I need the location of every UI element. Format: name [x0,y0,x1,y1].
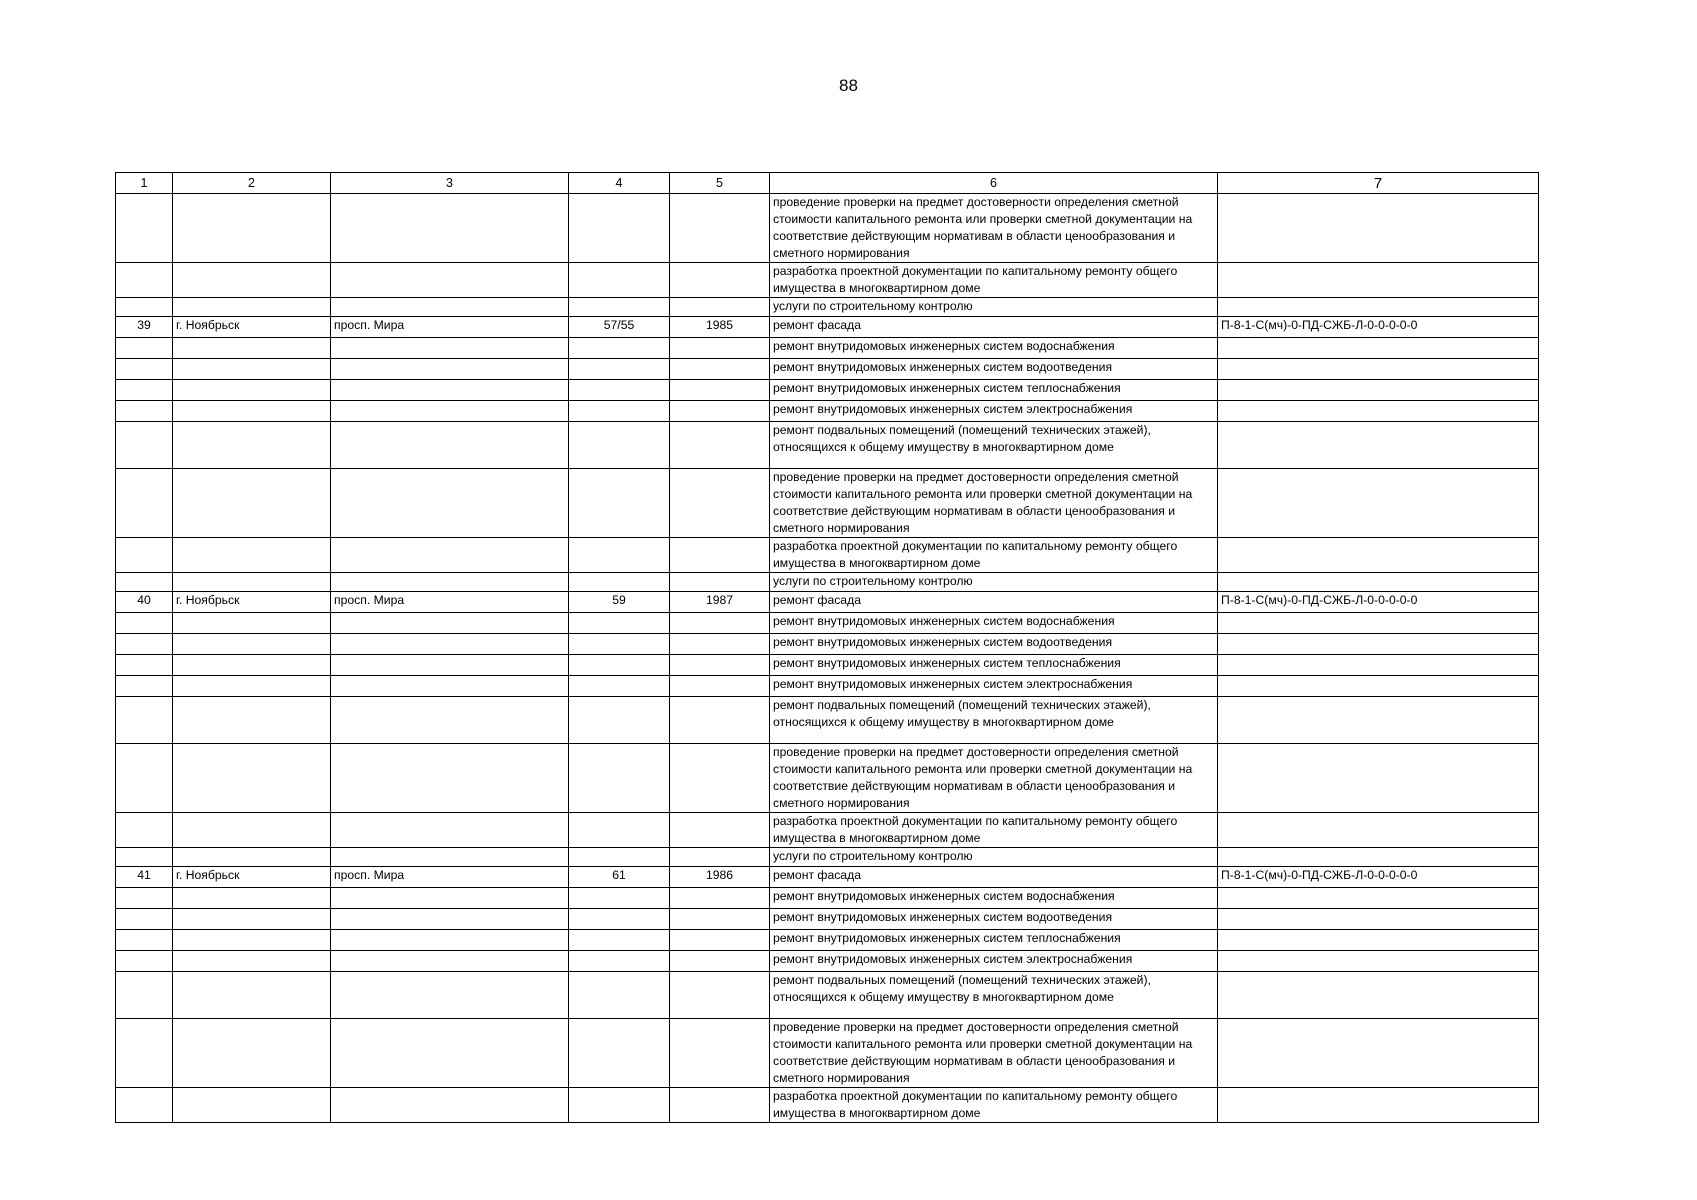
project-code-cell [1218,909,1539,930]
year-built-cell [670,888,770,909]
street-cell [331,573,569,592]
street-cell [331,338,569,359]
street-cell [331,469,569,538]
column-header-3: 3 [331,173,569,194]
settlement-cell [173,888,331,909]
year-built-cell [670,676,770,697]
row-number-cell [116,697,173,744]
street-cell [331,263,569,298]
street-cell [331,744,569,813]
work-type-cell: ремонт внутридомовых инженерных систем электроснабжения [770,951,1218,972]
page-number: 88 [839,76,858,95]
street-cell: просп. Мира [331,592,569,613]
house-number-cell [569,951,670,972]
work-type-cell: услуги по строительному контролю [770,573,1218,592]
row-number-cell [116,263,173,298]
row-number-cell [116,380,173,401]
settlement-cell [173,401,331,422]
year-built-cell [670,613,770,634]
table-row [116,338,1539,359]
project-code-cell [1218,1088,1539,1123]
table-row [116,634,1539,655]
year-built-cell: 1985 [670,317,770,338]
table-row [116,613,1539,634]
house-number-cell [569,573,670,592]
row-number-cell [116,655,173,676]
table-row [116,380,1539,401]
column-header-6: 6 [770,173,1218,194]
column-header-5: 5 [670,173,770,194]
project-code-cell: П-8-1-С(мч)-0-ПД-СЖБ-Л-0-0-0-0-0 [1218,867,1539,888]
settlement-cell: г. Ноябрьск [173,317,331,338]
project-code-cell: П-8-1-С(мч)-0-ПД-СЖБ-Л-0-0-0-0-0 [1218,317,1539,338]
settlement-cell [173,298,331,317]
row-number-cell [116,813,173,848]
street-cell [331,951,569,972]
settlement-cell: г. Ноябрьск [173,592,331,613]
row-number-cell [116,634,173,655]
year-built-cell [670,848,770,867]
work-type-cell: ремонт внутридомовых инженерных систем водоснабжения [770,888,1218,909]
street-cell [331,359,569,380]
column-header-2: 2 [173,173,331,194]
project-code-cell [1218,655,1539,676]
house-number-cell [569,338,670,359]
house-number-cell [569,972,670,1019]
project-code-cell [1218,401,1539,422]
settlement-cell [173,338,331,359]
work-type-cell: ремонт подвальных помещений (помещений технических этажей), относящихся к общему имуществу в многоквартирном доме [770,422,1218,469]
work-type-cell: ремонт внутридомовых инженерных систем водоотведения [770,359,1218,380]
project-code-cell [1218,538,1539,573]
settlement-cell [173,359,331,380]
settlement-cell [173,380,331,401]
table-row [116,592,1539,613]
row-number-cell [116,972,173,1019]
house-number-cell [569,469,670,538]
row-number-cell [116,848,173,867]
table-row [116,697,1539,744]
year-built-cell [670,263,770,298]
street-cell: просп. Мира [331,317,569,338]
house-number-cell [569,655,670,676]
year-built-cell [670,634,770,655]
work-type-cell: ремонт внутридомовых инженерных систем электроснабжения [770,401,1218,422]
house-number-cell [569,263,670,298]
house-number-cell [569,813,670,848]
settlement-cell [173,848,331,867]
work-type-cell: разработка проектной документации по капитальному ремонту общего имущества в многоквартирном доме [770,263,1218,298]
row-number-cell [116,194,173,263]
work-type-cell: ремонт фасада [770,867,1218,888]
year-built-cell [670,359,770,380]
table-header-row [116,173,1539,194]
work-type-cell: ремонт внутридомовых инженерных систем водоотведения [770,634,1218,655]
house-number-cell: 61 [569,867,670,888]
row-number-cell [116,888,173,909]
year-built-cell [670,380,770,401]
row-number-cell [116,338,173,359]
work-type-cell: проведение проверки на предмет достоверности определения сметной стоимости капитального ремонта или проверки сметной документации на соответствие действующим нормативам в области ценообразования и сметного нормирования [770,1019,1218,1088]
table-row [116,1088,1539,1123]
street-cell [331,380,569,401]
project-code-cell [1218,930,1539,951]
table-row [116,317,1539,338]
row-number-cell: 39 [116,317,173,338]
settlement-cell: г. Ноябрьск [173,867,331,888]
project-code-cell [1218,359,1539,380]
year-built-cell [670,655,770,676]
settlement-cell [173,813,331,848]
table-row [116,930,1539,951]
project-code-cell [1218,888,1539,909]
year-built-cell [670,194,770,263]
row-number-cell [116,613,173,634]
settlement-cell [173,469,331,538]
house-number-cell: 57/55 [569,317,670,338]
house-number-cell [569,634,670,655]
street-cell [331,613,569,634]
house-number-cell [569,888,670,909]
table-row [116,538,1539,573]
settlement-cell [173,676,331,697]
year-built-cell [670,930,770,951]
settlement-cell [173,972,331,1019]
table-row [116,263,1539,298]
street-cell: просп. Мира [331,867,569,888]
row-number-cell [116,422,173,469]
project-code-cell [1218,744,1539,813]
street-cell [331,194,569,263]
street-cell [331,401,569,422]
street-cell [331,930,569,951]
project-code-cell [1218,263,1539,298]
table-row [116,888,1539,909]
house-number-cell [569,613,670,634]
street-cell [331,888,569,909]
table-row [116,573,1539,592]
street-cell [331,813,569,848]
street-cell [331,848,569,867]
year-built-cell [670,744,770,813]
street-cell [331,697,569,744]
row-number-cell: 40 [116,592,173,613]
house-number-cell [569,422,670,469]
work-type-cell: разработка проектной документации по капитальному ремонту общего имущества в многоквартирном доме [770,813,1218,848]
year-built-cell [670,972,770,1019]
row-number-cell [116,951,173,972]
project-code-cell [1218,298,1539,317]
work-type-cell: ремонт внутридомовых инженерных систем электроснабжения [770,676,1218,697]
project-code-cell [1218,972,1539,1019]
settlement-cell [173,634,331,655]
house-number-cell [569,744,670,813]
settlement-cell [173,573,331,592]
project-code-cell [1218,194,1539,263]
house-number-cell [569,1088,670,1123]
column-header-1: 1 [116,173,173,194]
house-number-cell [569,930,670,951]
year-built-cell: 1987 [670,592,770,613]
table-row [116,1019,1539,1088]
work-type-cell: ремонт внутридомовых инженерных систем теплоснабжения [770,380,1218,401]
settlement-cell [173,194,331,263]
row-number-cell [116,676,173,697]
house-number-cell [569,676,670,697]
settlement-cell [173,263,331,298]
settlement-cell [173,951,331,972]
project-code-cell [1218,338,1539,359]
house-number-cell [569,697,670,744]
year-built-cell [670,298,770,317]
street-cell [331,538,569,573]
table-row [116,359,1539,380]
settlement-cell [173,697,331,744]
table-row [116,676,1539,697]
work-type-cell: ремонт подвальных помещений (помещений технических этажей), относящихся к общему имуществу в многоквартирном доме [770,972,1218,1019]
project-code-cell [1218,422,1539,469]
work-type-cell: услуги по строительному контролю [770,298,1218,317]
project-code-cell [1218,676,1539,697]
project-code-cell [1218,613,1539,634]
settlement-cell [173,1088,331,1123]
table-row [116,298,1539,317]
work-type-cell: ремонт внутридомовых инженерных систем водоснабжения [770,338,1218,359]
register-table [115,172,1539,1123]
street-cell [331,298,569,317]
year-built-cell [670,422,770,469]
project-code-cell [1218,848,1539,867]
work-type-cell: ремонт фасада [770,317,1218,338]
work-type-cell: разработка проектной документации по капитальному ремонту общего имущества в многоквартирном доме [770,1088,1218,1123]
row-number-cell: 41 [116,867,173,888]
settlement-cell [173,422,331,469]
project-code-cell [1218,1019,1539,1088]
house-number-cell [569,380,670,401]
row-number-cell [116,930,173,951]
table-row [116,422,1539,469]
house-number-cell [569,538,670,573]
house-number-cell [569,298,670,317]
settlement-cell [173,930,331,951]
year-built-cell [670,338,770,359]
project-code-cell: П-8-1-С(мч)-0-ПД-СЖБ-Л-0-0-0-0-0 [1218,592,1539,613]
table-row [116,655,1539,676]
row-number-cell [116,538,173,573]
table-row [116,744,1539,813]
table-row [116,972,1539,1019]
year-built-cell [670,1088,770,1123]
street-cell [331,634,569,655]
street-cell [331,1019,569,1088]
project-code-cell [1218,697,1539,744]
project-code-cell [1218,573,1539,592]
row-number-cell [116,298,173,317]
work-type-cell: ремонт внутридомовых инженерных систем водоотведения [770,909,1218,930]
house-number-cell [569,194,670,263]
project-code-cell [1218,380,1539,401]
row-number-cell [116,909,173,930]
year-built-cell [670,1019,770,1088]
street-cell [331,422,569,469]
house-number-cell [569,909,670,930]
work-type-cell: проведение проверки на предмет достоверности определения сметной стоимости капитального ремонта или проверки сметной документации на соответствие действующим нормативам в области ценообразования и сметного нормирования [770,194,1218,263]
settlement-cell [173,1019,331,1088]
street-cell [331,655,569,676]
settlement-cell [173,655,331,676]
year-built-cell [670,909,770,930]
house-number-cell [569,1019,670,1088]
work-type-cell: разработка проектной документации по капитальному ремонту общего имущества в многоквартирном доме [770,538,1218,573]
year-built-cell [670,538,770,573]
row-number-cell [116,1088,173,1123]
table-row [116,848,1539,867]
settlement-cell [173,613,331,634]
column-header-4: 4 [569,173,670,194]
project-code-cell [1218,469,1539,538]
row-number-cell [116,401,173,422]
work-type-cell: услуги по строительному контролю [770,848,1218,867]
project-code-cell [1218,951,1539,972]
year-built-cell [670,813,770,848]
table-row [116,469,1539,538]
table-row [116,867,1539,888]
house-number-cell [569,848,670,867]
work-type-cell: ремонт фасада [770,592,1218,613]
row-number-cell [116,744,173,813]
year-built-cell [670,401,770,422]
row-number-cell [116,573,173,592]
work-type-cell: ремонт внутридомовых инженерных систем теплоснабжения [770,655,1218,676]
house-number-cell: 59 [569,592,670,613]
column-header-7: 7 [1218,173,1539,194]
house-number-cell [569,401,670,422]
settlement-cell [173,538,331,573]
work-type-cell: проведение проверки на предмет достоверности определения сметной стоимости капитального ремонта или проверки сметной документации на соответствие действующим нормативам в области ценообразования и сметного нормирования [770,744,1218,813]
row-number-cell [116,1019,173,1088]
work-type-cell: ремонт внутридомовых инженерных систем водоснабжения [770,613,1218,634]
work-type-cell: проведение проверки на предмет достоверности определения сметной стоимости капитального ремонта или проверки сметной документации на соответствие действующим нормативам в области ценообразования и сметного нормирования [770,469,1218,538]
settlement-cell [173,909,331,930]
work-type-cell: ремонт подвальных помещений (помещений технических этажей), относящихся к общему имуществу в многоквартирном доме [770,697,1218,744]
project-code-cell [1218,634,1539,655]
project-code-cell [1218,813,1539,848]
table-row [116,813,1539,848]
year-built-cell [670,573,770,592]
street-cell [331,676,569,697]
year-built-cell [670,469,770,538]
row-number-cell [116,469,173,538]
table-row [116,951,1539,972]
year-built-cell: 1986 [670,867,770,888]
settlement-cell [173,744,331,813]
table-row [116,909,1539,930]
street-cell [331,1088,569,1123]
table-row [116,194,1539,263]
street-cell [331,909,569,930]
year-built-cell [670,951,770,972]
street-cell [331,972,569,1019]
table-row [116,401,1539,422]
work-type-cell: ремонт внутридомовых инженерных систем теплоснабжения [770,930,1218,951]
year-built-cell [670,697,770,744]
row-number-cell [116,359,173,380]
house-number-cell [569,359,670,380]
